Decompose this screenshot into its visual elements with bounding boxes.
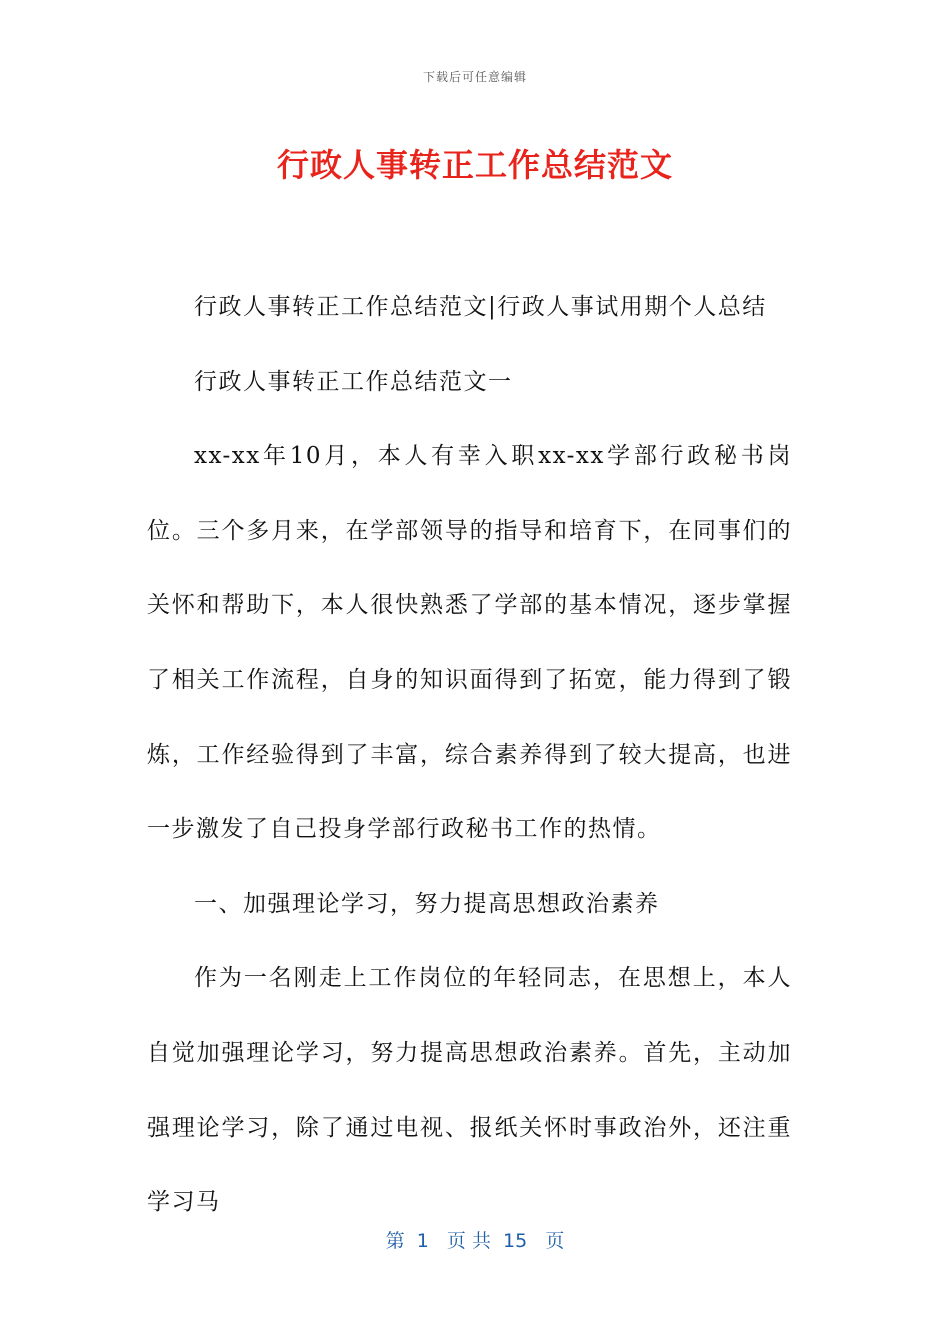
paragraph-intro: xx-xx年10月，本人有幸入职xx-xx学部行政秘书岗位。三个多月来，在学部领导的指导和培育下，在同事们的关怀和帮助下，本人很快熟悉了学部的基本情况，逐步掌握了相关工作流程，自身的知识面得到了拓宽，能力得到了锻炼，工作经验得到了丰富，综合素养得到了较大提高，也进一步激发了自己投身学部行政秘书工作的热情。 — [147, 443, 792, 843]
header-note: 下载后可任意编辑 — [422, 70, 527, 84]
paragraph-section-heading: 行政人事转正工作总结范文一 — [194, 368, 513, 395]
page-number-footer: 第 1 页 共 15 页 — [385, 1230, 565, 1252]
document-title: 行政人事转正工作总结范文 — [276, 146, 673, 184]
document-body — [147, 270, 792, 1240]
paragraph-heading-one: 一、加强理论学习，努力提高思想政治素养 — [194, 890, 660, 917]
paragraph-subtitle: 行政人事转正工作总结范文|行政人事试用期个人总结 — [194, 294, 767, 320]
paragraph-body: 作为一名刚走上工作岗位的年轻同志，在思想上，本人自觉加强理论学习，努力提高思想政治素养。首先，主动加强理论学习，除了通过电视、报纸关怀时事政治外，还注重学习马 — [147, 965, 792, 1216]
